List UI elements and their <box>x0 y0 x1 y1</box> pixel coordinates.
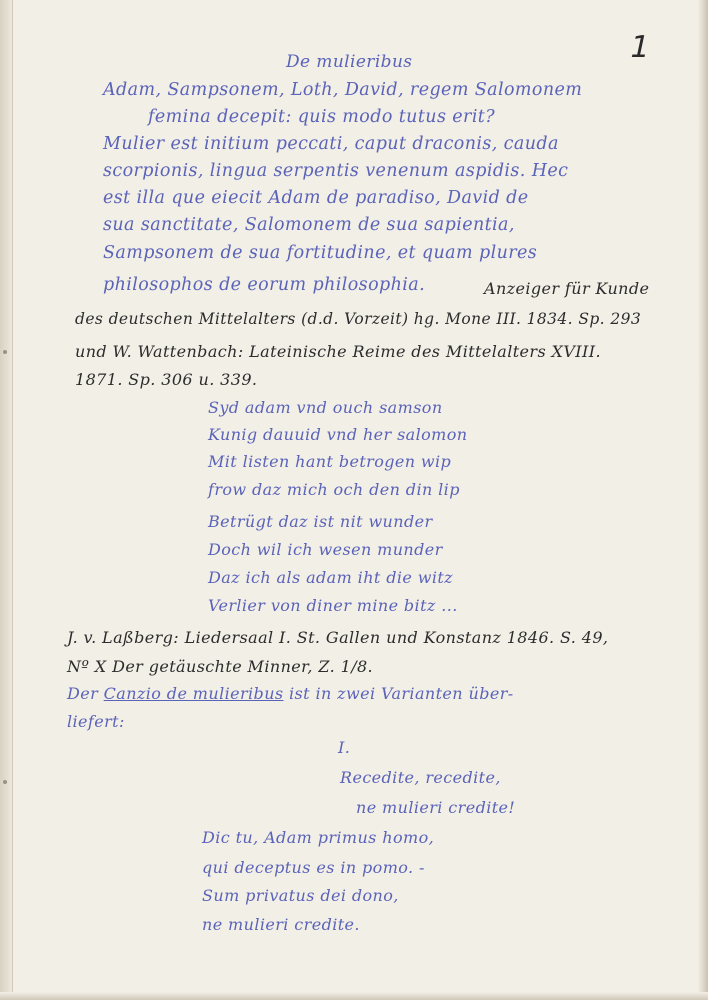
verse-line: frow daz mich och den din lip <box>208 480 460 499</box>
prose-line: Adam, Sampsonem, Loth, David, regem Salomonem <box>103 80 583 100</box>
verse-line: Verlier von diner mine bitz ... <box>208 596 458 615</box>
reference-line: und W. Wattenbach: Lateinische Reime des Mittelalters XVIII. <box>75 342 601 361</box>
verse-line: Doch wil ich wesen munder <box>208 540 443 559</box>
prose-line: est illa que eiecit Adam de paradiso, David de <box>103 188 529 208</box>
refrain-line: Recedite, recedite, <box>340 768 501 787</box>
source-note-line: J. v. Laßberg: Liedersaal I. St. Gallen und Konstanz 1846. S. 49, <box>67 628 609 647</box>
stanza-line: Sum privatus dei dono, <box>202 886 399 905</box>
canzio-intro-line2: liefert: <box>67 712 125 731</box>
binding-hole <box>3 350 7 354</box>
refrain-line: ne mulieri credite! <box>356 798 516 817</box>
verse-line: Daz ich als adam iht die witz <box>208 568 454 587</box>
binding-hole <box>3 780 7 784</box>
page-title: De mulieribus <box>286 52 413 72</box>
prose-line: femina decepit: quis modo tutus erit? <box>148 107 496 127</box>
stanza-line: Dic tu, Adam primus homo, <box>202 828 435 847</box>
reference-line: des deutschen Mittelalters (d.d. Vorzeit) hg. Mone III. 1834. Sp. 293 <box>75 310 642 328</box>
stanza-line: qui deceptus es in pomo. - <box>202 858 425 877</box>
canzio-intro <box>67 684 514 703</box>
verse-line: Syd adam vnd ouch samson <box>208 398 443 417</box>
source-note-line: Nº X Der getäuschte Minner, Z. 1/8. <box>67 657 374 676</box>
verse-line: Mit listen hant betrogen wip <box>208 452 452 471</box>
canzio-title: Canzio de mulieribus <box>103 684 284 703</box>
prose-line: philosophos de eorum philosophia. <box>103 275 426 295</box>
verse-line: Betrügt daz ist nit wunder <box>208 512 433 531</box>
folio-number: 1 <box>626 30 653 65</box>
variant-label: I. <box>338 738 351 757</box>
stanza-line: ne mulieri credite. <box>202 915 360 934</box>
page-edge-right <box>698 0 708 1000</box>
canzio-intro-prefix: Der <box>67 684 99 703</box>
prose-line: Sampsonem de sua fortitudine, et quam plures <box>103 243 538 263</box>
verse-line: Kunig dauuid vnd her salomon <box>208 425 468 444</box>
reference-line: 1871. Sp. 306 u. 339. <box>75 370 258 389</box>
prose-line: Mulier est initium peccati, caput draconis, cauda <box>103 134 559 154</box>
prose-line: sua sanctitate, Salomonem de sua sapientia, <box>103 215 515 235</box>
reference-line: Anzeiger für Kunde <box>484 279 650 298</box>
binding-strip <box>0 0 13 1000</box>
canzio-intro-suffix: ist in zwei Varianten über- <box>289 684 514 703</box>
prose-line: scorpionis, lingua serpentis venenum aspidis. Hec <box>103 161 569 181</box>
page-edge-bottom <box>0 992 708 1000</box>
